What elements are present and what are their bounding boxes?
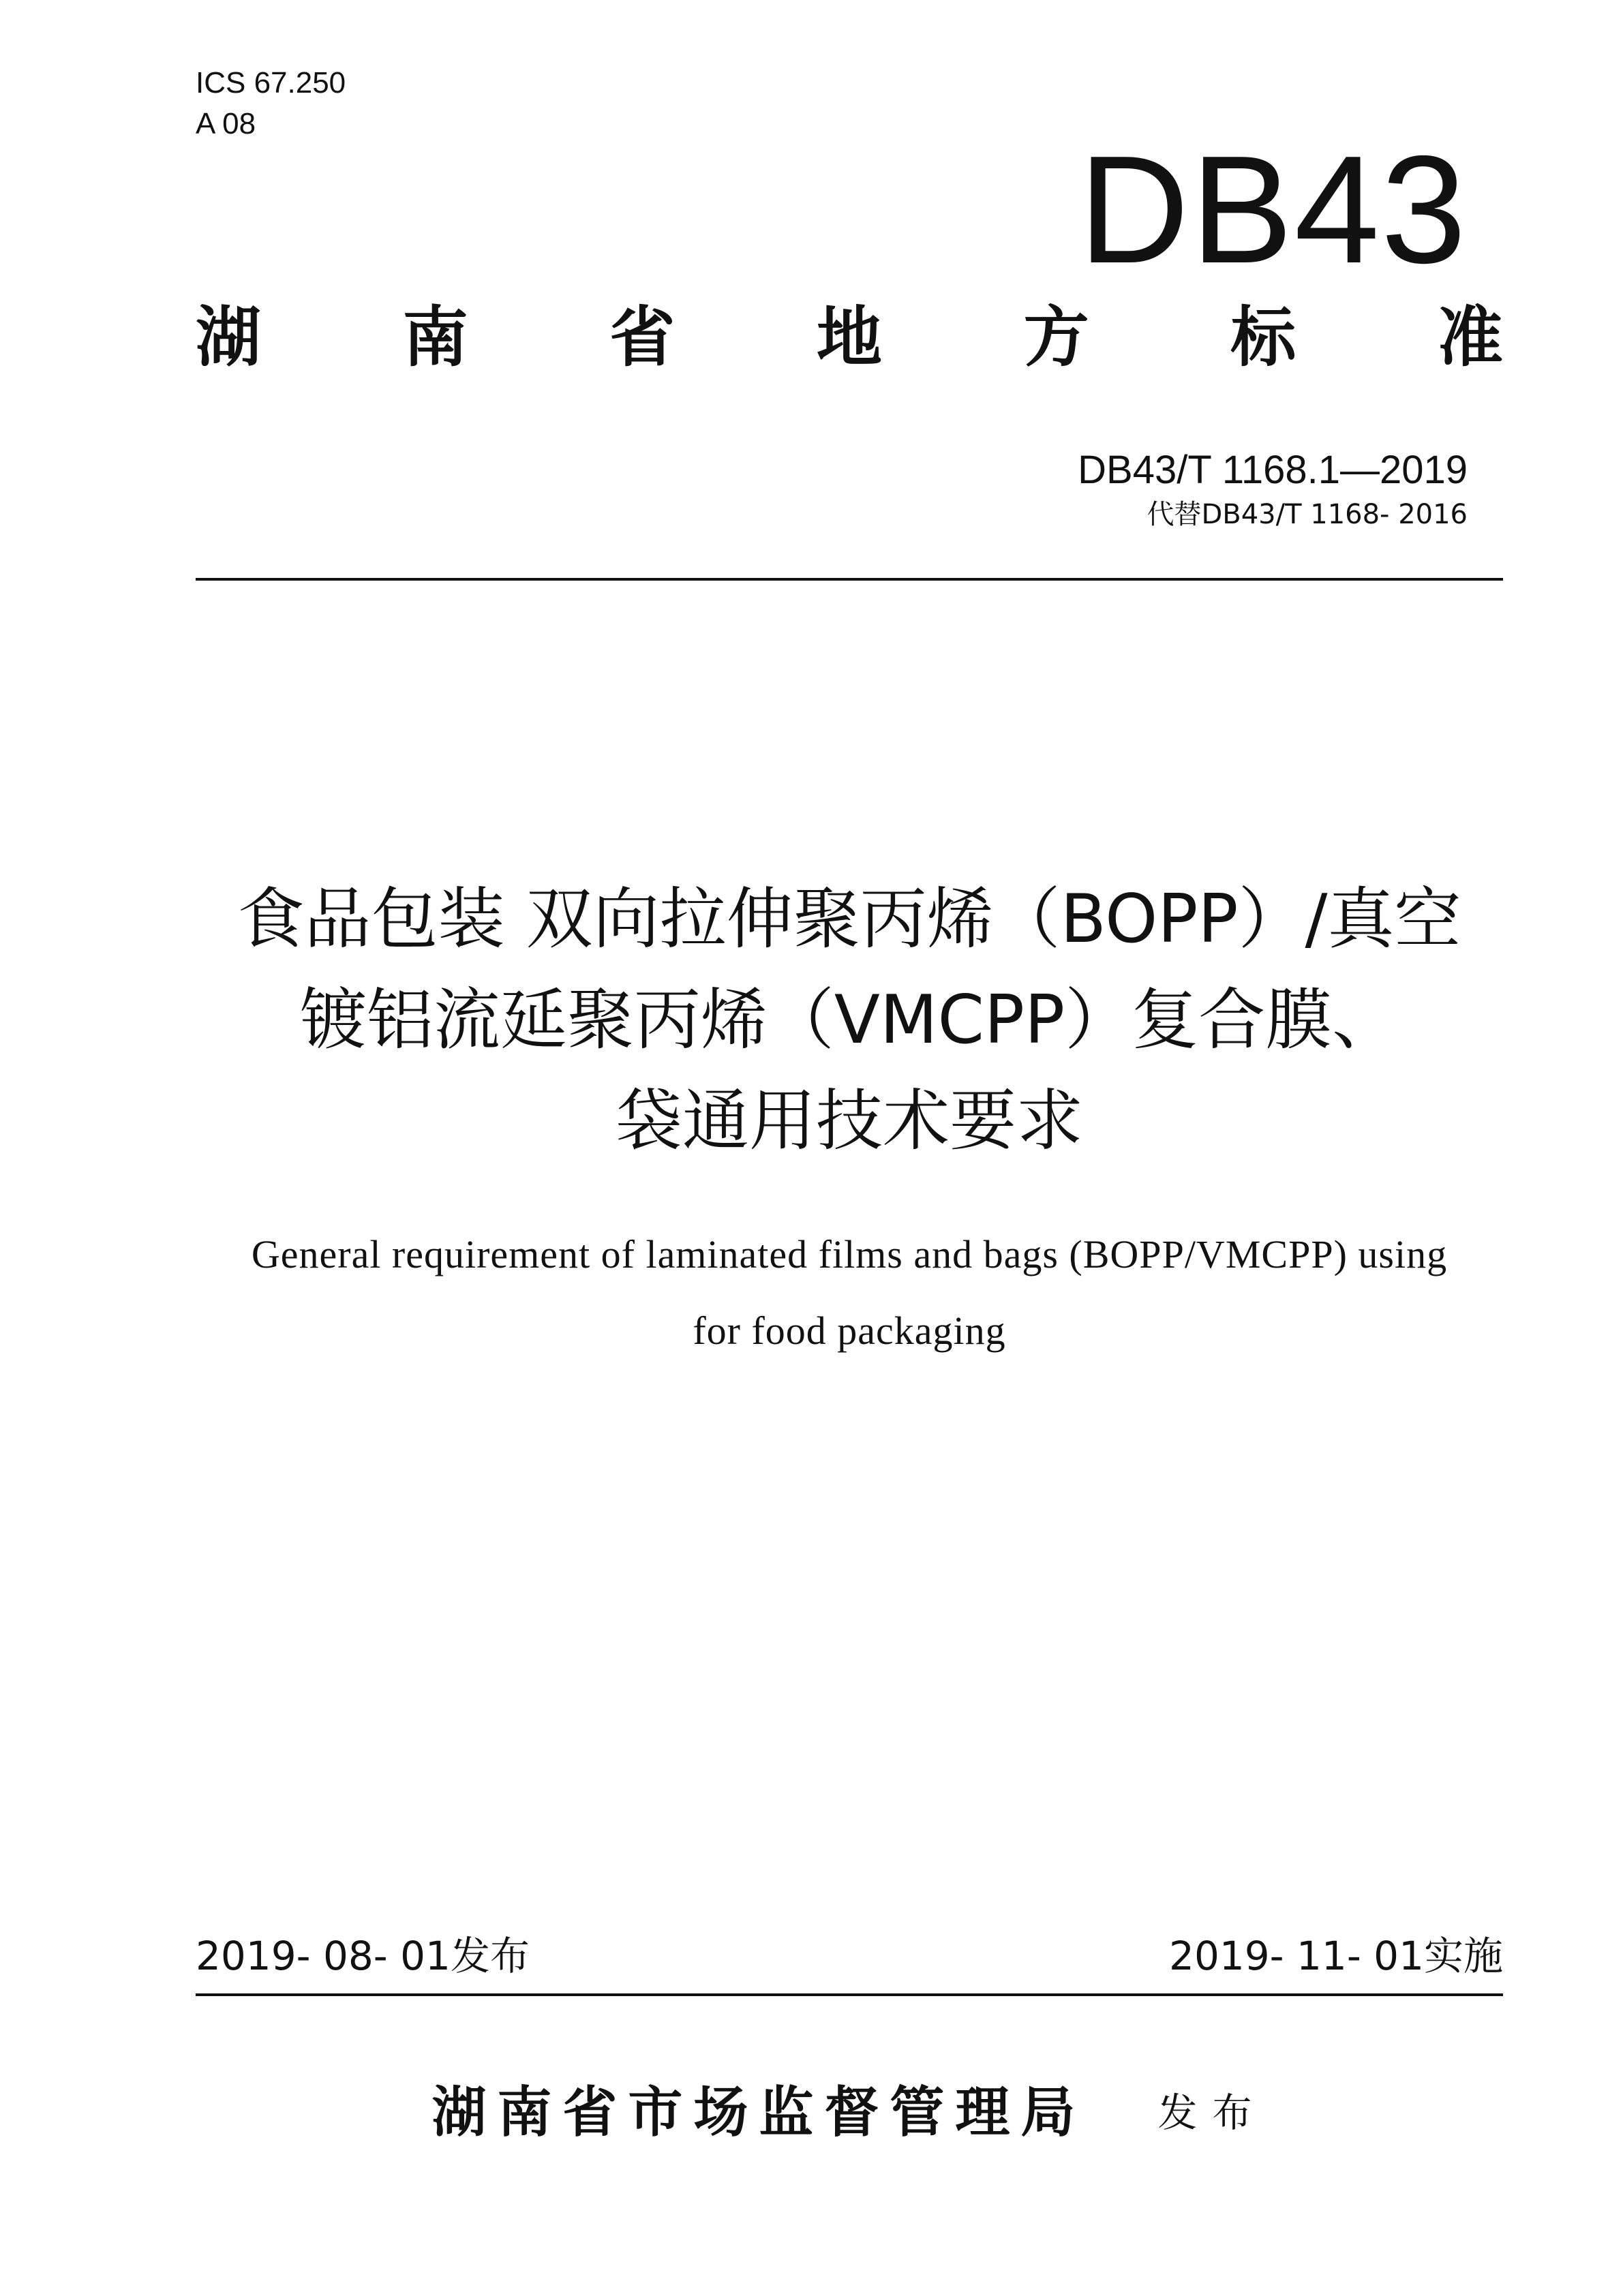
date-row <box>196 1932 1503 1980</box>
english-title-line: for food packaging <box>693 1308 1006 1353</box>
db-code: DB43 <box>1078 123 1468 295</box>
bottom-divider <box>196 1993 1503 1996</box>
standard-type-char: 南 <box>402 299 468 376</box>
issuer-row <box>196 2079 1503 2147</box>
standard-type-char: 省 <box>609 299 676 376</box>
issue-date: 2019- 08- 01发布 <box>196 1933 530 1979</box>
chinese-title-line: 袋通用技术要求 <box>615 1082 1083 1160</box>
standard-number: DB43/T 1168.1—2019 <box>1078 448 1468 492</box>
chinese-title-line: 镀铝流延聚丙烯（VMCPP）复合膜、 <box>299 981 1399 1059</box>
english-title <box>196 1216 1503 1369</box>
english-title-line: General requirement of laminated films and bags (BOPP/VMCPP) using <box>251 1232 1448 1276</box>
classification-codes <box>196 63 346 144</box>
chinese-title-line: 食品包装 双向拉伸聚丙烯（BOPP）/真空 <box>237 881 1461 958</box>
standard-type-char: 地 <box>816 299 882 376</box>
top-divider <box>196 578 1503 581</box>
replaces-standard: 代替DB43/T 1168- 2016 <box>1147 499 1468 530</box>
standard-type-char: 湖 <box>196 299 261 376</box>
publish-label: 发布 <box>1157 2090 1267 2136</box>
issuing-authority: 湖南省市场监督管理局 <box>431 2081 1087 2144</box>
category-code: A 08 <box>196 107 256 140</box>
ics-code: ICS 67.250 <box>196 66 346 100</box>
chinese-title <box>196 869 1503 1172</box>
standard-type-char: 方 <box>1023 299 1089 376</box>
standard-type-char: 准 <box>1437 299 1503 376</box>
standard-type-heading <box>196 296 1503 378</box>
standard-type-char: 标 <box>1230 299 1296 376</box>
implementation-date: 2019- 11- 01实施 <box>1169 1933 1503 1979</box>
